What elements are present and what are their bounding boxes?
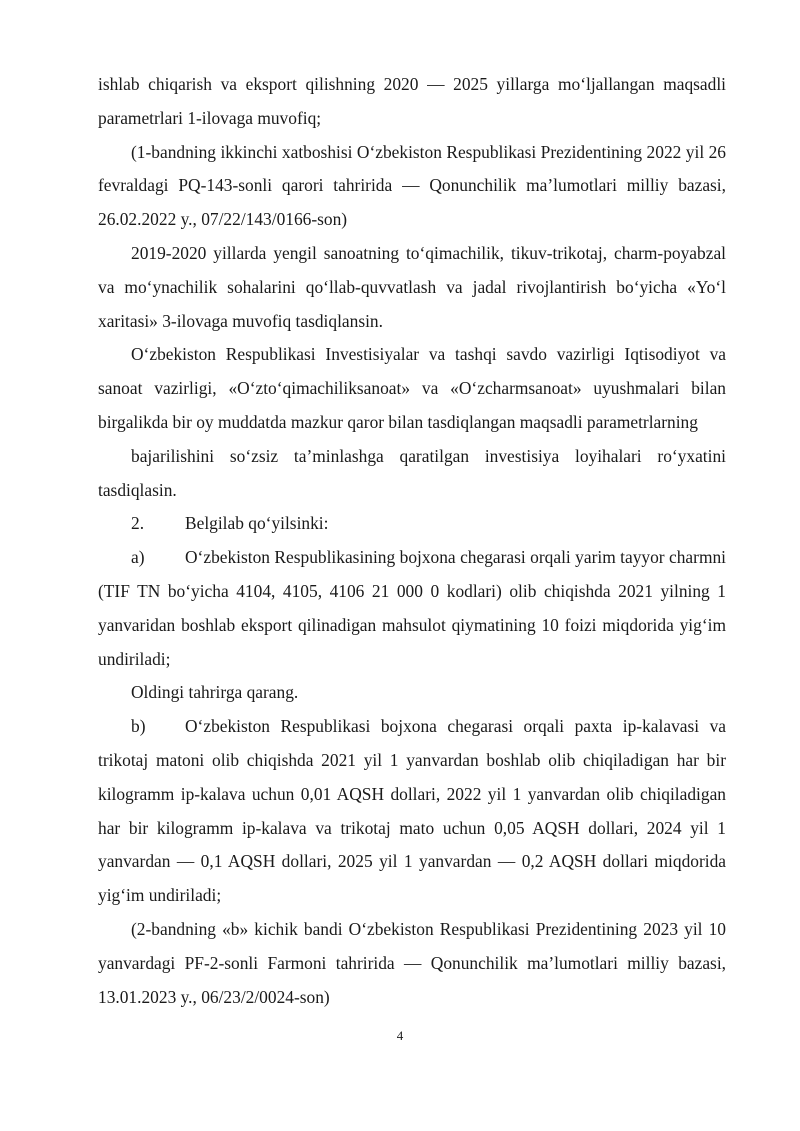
paragraph-investment-projects: bajarilishini so‘zsiz ta’minlashga qaratilgan investisiya loyihalari ro‘yxatini tasdiqlasin. xyxy=(98,445,726,500)
clause-2-number: 2. xyxy=(131,513,145,534)
paragraph-roadmap: 2019-2020 yillarda yengil sanoatning to‘qimachilik, tikuv-trikotaj, charm-poyabzal va mo‘ynachilik sohalarini qo‘llab-quvvatlash va jadal rivojlantirish bo‘yicha «Yo‘l xaritasi» 3-ilovaga muvofiq tasdiqlansin. xyxy=(98,242,726,331)
document-body xyxy=(98,68,726,1014)
clause-2a xyxy=(98,541,726,676)
paragraph-target-parameters: ishlab chiqarish va eksport qilishning 2020 — 2025 yillarga mo‘ljallangan maqsadli parametrlari 1-ilovaga muvofiq; xyxy=(98,74,726,128)
clause-2 xyxy=(98,507,726,541)
clause-2a-text: O‘zbekiston Respublikasining bojxona chegarasi orqali yarim tayyor charmni (TIF TN bo‘yicha 4104, 4105, 4106 21 000 0 kodlari) olib chiqishda 2021 yilning 1 yanvaridan boshlab eksport qilinadigan mahsulot qiymatining 10 foizi miqdorida yig‘im undiriladi; xyxy=(98,547,726,669)
clause-2b-label: b) xyxy=(131,716,146,737)
clause-2a-label: a) xyxy=(131,547,145,568)
clause-2b-text: O‘zbekiston Respublikasi bojxona chegarasi orqali paxta ip-kalavasi va trikotaj matoni olib chiqishda 2021 yil 1 yanvardan boshlab olib chiqiladigan har bir kilogramm ip-kalava uchun 0,01 AQSH dollari, 2022 yil 1 yanvardan olib chiqiladigan har bir kilogramm ip-kalava va trikotaj mato uchun 0,05 AQSH dollari, 2024 yil 1 yanvardan — 0,1 AQSH dollari, 2025 yil 1 yanvardan — 0,2 AQSH dollari miqdorida yig‘im undiriladi; xyxy=(98,716,726,906)
clause-2b xyxy=(98,710,726,913)
page-number: 4 xyxy=(396,1028,404,1043)
paragraph-ministry-instruction: O‘zbekiston Respublikasi Investisiyalar va tashqi savdo vazirligi Iqtisodiyot va sanoat vazirligi, «O‘zto‘qimachiliksanoat» va «O‘zcharmsanoat» uyushmalari bilan birgalikda bir oy muddatda mazkur qaror bilan tasdiqlangan maqsadli parametrlarning xyxy=(98,344,726,432)
previous-version-link[interactable]: Oldingi tahrirga qarang. xyxy=(131,682,299,703)
paragraph-amendment-note-2: (2-bandning «b» kichik bandi O‘zbekiston Respublikasi Prezidentining 2023 yil 10 yanvardagi PF-2-sonli Farmoni tahririda — Qonunchilik ma’lumotlari milliy bazasi, 13.01.2023 y., 06/23/2/0024-son) xyxy=(98,918,726,1007)
clause-2-text: Belgilab qo‘yilsinki: xyxy=(185,513,329,534)
paragraph-amendment-note-1: (1-bandning ikkinchi xatboshisi O‘zbekiston Respublikasi Prezidentining 2022 yil 26 fevraldagi PQ-143-sonli qarori tahririda — Qonunchilik ma’lumotlari milliy bazasi, 26.02.2022 y., 07/22/143/0166-son) xyxy=(98,141,726,230)
